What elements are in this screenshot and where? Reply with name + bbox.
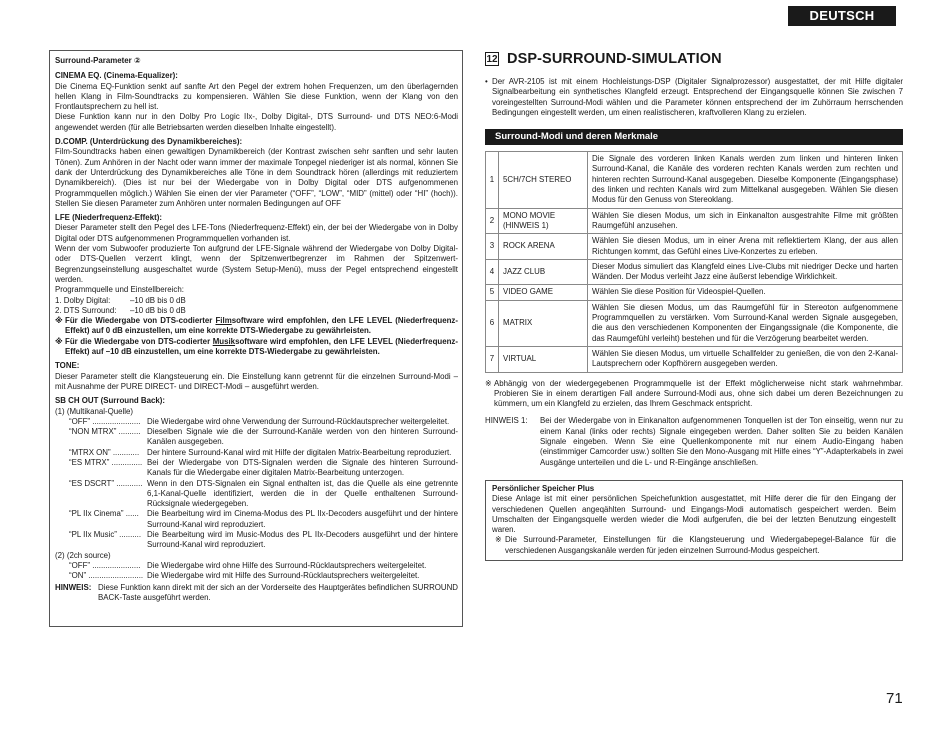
mode-number: 2 [486,208,499,234]
lfe-note-film [55,316,458,337]
footnote-text: Abhängig von der wiedergegebenen Programmquelle ist der Effekt möglicherweise nicht stark wahrnehmbar. Probieren Sie in einem derartigen Fall andere Surround-Modi aus, ohne sich dabei um deren Bezeichnungen zu kümmern, um ein Klangfeld zu erzielen, das Ihrem Geschmack entspricht. [494,378,903,409]
table-row [486,152,903,208]
footnote-mark: ※ [485,378,492,388]
mode-description: Dieser Modus simuliert das Klangfeld eines Live-Clubs mit niedriger Decke und harten Wänden. Der Modus verleiht Jazz eine äußerst lebendige Wirklichkeit. [588,259,903,285]
sb-multichannel-list [55,417,458,551]
mode-number: 6 [486,300,499,346]
bullet: • [485,77,488,86]
sb-hinweis [55,583,458,604]
range-label: 2. DTS Surround: [55,305,117,315]
note-text: Für die Wiedergabe von DTS-codierter Filmsoftware wird empfohlen, den LFE LEVEL (Niederfrequenz-Effekt) auf 0 dB einzustellen, um eine korrekte DTS-Wiedergabe zu gewährleisten. [65,316,458,336]
mode-number: 7 [486,346,499,372]
note-mark: ※ [495,535,502,545]
sb-option-desc: Wenn in den DTS-Signalen ein Signal enthalten ist, das die Quelle als eine getrennte 6,1-Kanal-Quelle identifiziert, werden die in der Quelle enthaltenen Surround-Rücksignale wiedergegeben. [147,478,458,509]
mode-number: 4 [486,259,499,285]
hinweis-1-text: Bei der Wiedergabe von in Einkanalton aufgenommenen Tonquellen ist der Ton einseitig, wenn nur zu einem Kanal (links oder rechts) Signale eingegeben werden. Daher sollten Sie zu beiden Kanälen Signale eingeben. Wenn Sie eine Quellenkomponente mit nur einem Audio-Eingang haben (einstimmiger Camcorder usw.) sollten Sie den Mono-Ausgang mit Hilfe eines “Y”-Adapterkabels in zwei Ausgänge unterteilen und die L- und R-Eingänge anschließen. [540,416,903,467]
sb-option-desc: Die Wiedergabe wird ohne Verwendung der Surround-Rücklautsprecher weitergeleitet. [147,416,450,426]
lfe-range-title: Programmquelle und Einstellbereich: [55,285,184,295]
note-mark: ※ [55,336,63,346]
memory-note [492,535,896,556]
memory-text: Diese Anlage ist mit einer persönlichen Speichefunktion ausgestattet, mit Hilfe derer die für den Eingang der verschiedenen Quellen angeqählten Surround- und Eingangs-Modi automatisch gespeichert werden. Beim Umschalten der Eingangsquelle werden wieder die Modi aufgerufen, die bei der letzten Benutzung eingestellt waren. [492,494,896,535]
sb-option-desc: Dieselben Signale wie die der Surround-Kanäle werden von den hinteren Surround-Kanälen ausgegeben. [147,427,458,447]
mode-name: ROCK ARENA [499,234,588,260]
dcomp-title: D.COMP. (Unterdrückung des Dynamikbereiches): [55,137,243,147]
mode-name: VIRTUAL [499,346,588,372]
sb-option-row [55,417,458,427]
hinweis-text: Diese Funktion kann direkt mit der sich an der Vorderseite des Hauptgerätes befindlichen SURROUND BACK-Taste ausgeführt werden. [98,582,458,602]
table-row [486,285,903,300]
sb-multichannel-label: (1) (Multikanal-Quelle) [55,406,134,416]
sb-option-term: “ES MTRX” .............. [69,457,143,467]
mode-name: JAZZ CLUB [499,259,588,285]
sb-option-term: “ES DSCRT” ............ [69,478,143,488]
sb-2ch-list [55,561,458,582]
sb-option-row [55,479,458,510]
mode-number: 3 [486,234,499,260]
personal-memory-box [485,480,903,561]
range-value: –10 dB bis 0 dB [130,295,186,305]
sb-option-desc: Die Wiedergabe wird mit Hilfe des Surround-Rücklautsprechers weitergeleitet. [147,571,420,581]
sb-option-term: “OFF” ...................... [69,416,141,426]
table-row [486,234,903,260]
mode-name: MONO MOVIE (HINWEIS 1) [499,208,588,234]
table-row [486,300,903,346]
surround-modes-table [485,151,903,372]
hinweis-label: HINWEIS: [55,582,92,592]
intro-text: Der AVR-2105 ist mit einem Hochleistungs-DSP (Digitaler Signalprozessor) ausgestattet, der mit Hilfe digitaler Signalbearbeitung ein synthetisches Klangfeld erzeugt. Entsprechend der Eingangsquelle können Sie zwischen 7 voreingestellten Surround-Modi wählen und die Parameter können entsprechend der im Zuhörraum herrschenden Bedingungen eingestellt werden, um einen realistischeren, kraftvolleren Klang zu erzielen. [492,77,903,117]
mode-description: Wählen Sie diesen Modus, um virtuelle Schallfelder zu genießen, die von den 2-Kanal-Lautsprechern oder Kopfhörern ausgegeben werden. [588,346,903,372]
sb-option-term: “ON” ......................... [69,571,144,581]
mode-description: Wählen Sie diesen Modus, um das Raumgefühl für in Stereoton aufgenommene Programmquellen zu verstärken. Vom Surround-Kanal werden Signale ausgegeben, die aus den verschiedenen Komponenten der Eingangssignale (die Komponente, die das Raumgefühl verleiht) bestehen und für die Verzögerung bearbeitet werden. [588,300,903,346]
lfe-range-1 [55,296,458,306]
mode-number: 1 [486,152,499,208]
note-mark: ※ [55,316,63,326]
sb-2ch-label: (2) (2ch source) [55,550,111,560]
mode-name: VIDEO GAME [499,285,588,300]
footnote [485,379,903,410]
sb-option-term: “OFF” ...................... [69,560,141,570]
sb-option-term: “PL IIx Music” .......... [69,530,142,540]
tone-title: TONE: [55,361,80,371]
tone-text: Dieser Parameter stellt die Klangsteuerung ein. Die Einstellung kann getrennt für die einzelnen Surround-Modi – mit Ausnahme der PURE DIRECT- und DIRECT-Modi – ausgeführt werden. [55,371,458,391]
surround-parameter-heading: Surround-Parameter ② [55,56,141,65]
surround-parameter-box [49,50,463,627]
sb-option-term: “NON MTRX” .......... [69,427,141,437]
lfe-note-music [55,337,458,358]
memory-title: Persönlicher Speicher Plus [492,483,595,493]
mode-description: Wählen Sie diesen Modus, um in einer Arena mit reflektiertem Klang, der aus allen Richtungen kommt, das Gefühl eines Live-Konzertes zu erleben. [588,234,903,260]
section-title: DSP-SURROUND-SIMULATION [507,51,722,67]
sb-option-term: “MTRX ON” ............ [69,447,140,457]
sb-option-desc: Die Wiedergabe wird ohne Hilfe des Surround-Rücklautsprechers weitergeleitet. [147,560,427,570]
sb-option-row [55,509,458,530]
range-label: 1. Dolby Digital: [55,295,111,305]
sb-option-row [55,571,458,581]
cinema-eq-text-2: Diese Funktion kann nur in den Dolby Pro Logic IIx-, Dolby Digital-, DTS Surround- und DTS NEO:6-Modi angewendet werden (für alle Betriebsarten werden dieselben Inhalte eingestellt). [55,112,458,132]
sb-option-row [55,561,458,571]
page-number: 71 [886,690,903,707]
table-row [486,346,903,372]
note-text: Für die Wiedergabe von DTS-codierter Musiksoftware wird empfohlen, den LFE LEVEL (Niederfrequenz-Effekt) auf –10 dB einzustellen, um eine korrekte DTS-Wiedergabe zu gewährleisten. [65,336,458,357]
dcomp-text: Film-Soundtracks haben einen gewaltigen Dynamikbereich (der Kontrast zwischen sehr sanften und sehr lauten Tönen). Zum Anhören in der Nacht oder wann immer der maximale Tonpegel niederiger ist als normal, können Sie dank der Unterdrückung des Dynamikbereiches alle Töne in dem Soundtrack hören (allerdings mit reduziertem Dynamikbereich). (Dies ist nur bei der Wiedergabe von in Dolby Digital oder DTS aufgenommenen Programmquellen möglich.) Wählen Sie einen der vier Parameter (“OFF”, “LOW”, “MID” (mittel) oder “HI” (hoch)). Stellen Sie diesen Parameter zum Anhören unter normalen Bedingungen auf OFF [55,147,458,208]
table-row [486,208,903,234]
mode-name: 5CH/7CH STEREO [499,152,588,208]
lfe-text: Dieser Parameter stellt den Pegel des LFE-Tons (Niederfrequenz-Effekt) ein, der bei der Wiedergabe von in Dolby Digital oder DTS aufgenommenen Programmquellen vorhanden ist. [55,223,458,243]
mode-description: Wählen Sie diese Position für Videospiel-Quellen. [588,285,903,300]
modes-subheading: Surround-Modi und deren Merkmale [485,129,903,145]
sb-option-row [55,458,458,479]
hinweis-1-label: HINWEIS 1: [485,416,528,426]
sb-option-row [55,530,458,551]
mode-description: Wählen Sie diesen Modus, um sich in Einkanalton ausgestrahlte Filme mit größten Raumgefühl anzusehen. [588,208,903,234]
sb-option-row [55,448,458,458]
lfe-text-2: Wenn der vom Subwoofer produzierte Ton aufgrund der LFE-Signale während der Wiedergabe von Dolby Digital- oder DTS-Quellen verzerrt klingt, wenn der Spitzenwertbegrenzer im Rahmen der Spitzenwert-Begrenzungseinstellung ausgeschaltet wurde (System Setup-Menü), muss der Pegel entsprechend eingestellt werden. [55,244,458,284]
cinema-eq-title: CINEMA EQ. (Cinema-Equalizer): [55,71,178,81]
sb-option-desc: Die Bearbeitung wird im Cinema-Modus des PL IIx-Decoders ausgeführt und der hintere Surround-Kanal wird reproduziert. [147,509,458,529]
sb-option-desc: Bei der Wiedergabe von DTS-Signalen werden die Signale des hinteren Surround-Kanals für die Wiedergabe einer digitalen Matrix-Bearbeitung unterzogen. [147,457,458,478]
sb-option-row [55,427,458,448]
section-number: 12 [486,53,498,65]
sb-option-term: “PL IIx Cinema” ...... [69,509,139,519]
mode-description: Die Signale des vorderen linken Kanals werden zum linken und hinteren linken Surround-Kanal, die Kanäle des vorderen rechten Kanals werden zum rechten und hinteren rechten Surround-Kanal ausgegeben. Dieselbe Komponente (Eingangsphase) des linken und rechten Kanals wird zum Mittelkanal ausgegeben. Wählen Sie diesen Modus für den Genuss von Stereoklang. [588,152,903,208]
lfe-range-2 [55,306,458,316]
table-row [486,259,903,285]
mode-number: 5 [486,285,499,300]
cinema-eq-text: Die Cinema EQ-Funktion senkt auf sanfte Art den Pegel der extrem hohen Frequenzen, um den überlagernden hellen Klang in Film-Soundtracks zu kompensieren. Wählen Sie diese Funktion, wenn der Klang von den Frontlautsprechern zu hell ist. [55,81,458,112]
sb-ch-out-title: SB CH OUT (Surround Back): [55,396,166,406]
note-text: Die Surround-Parameter, Einstellungen für die Klangsteuerung und Wiedergabepegel-Balance für die verschiedenen Ausgangskanäle werden für jeden einzelnen Surround-Modus gespeichert. [505,535,896,555]
lfe-title: LFE (Niederfrequenz-Effekt): [55,213,162,223]
mode-name: MATRIX [499,300,588,346]
dsp-section [485,50,903,561]
intro-paragraph [485,77,903,118]
hinweis-1 [485,416,903,467]
language-tab: DEUTSCH [788,6,896,26]
range-value: –10 dB bis 0 dB [130,305,186,315]
section-title-row [485,50,903,68]
sb-option-desc: Die Bearbeitung wird im Music-Modus des PL IIx-Decoders ausgeführt und der hintere Surround-Kanal wird reproduziert. [147,530,458,550]
sb-option-desc: Der hintere Surround-Kanal wird mit Hilfe der digitalen Matrix-Bearbeitung reproduziert. [147,447,452,457]
